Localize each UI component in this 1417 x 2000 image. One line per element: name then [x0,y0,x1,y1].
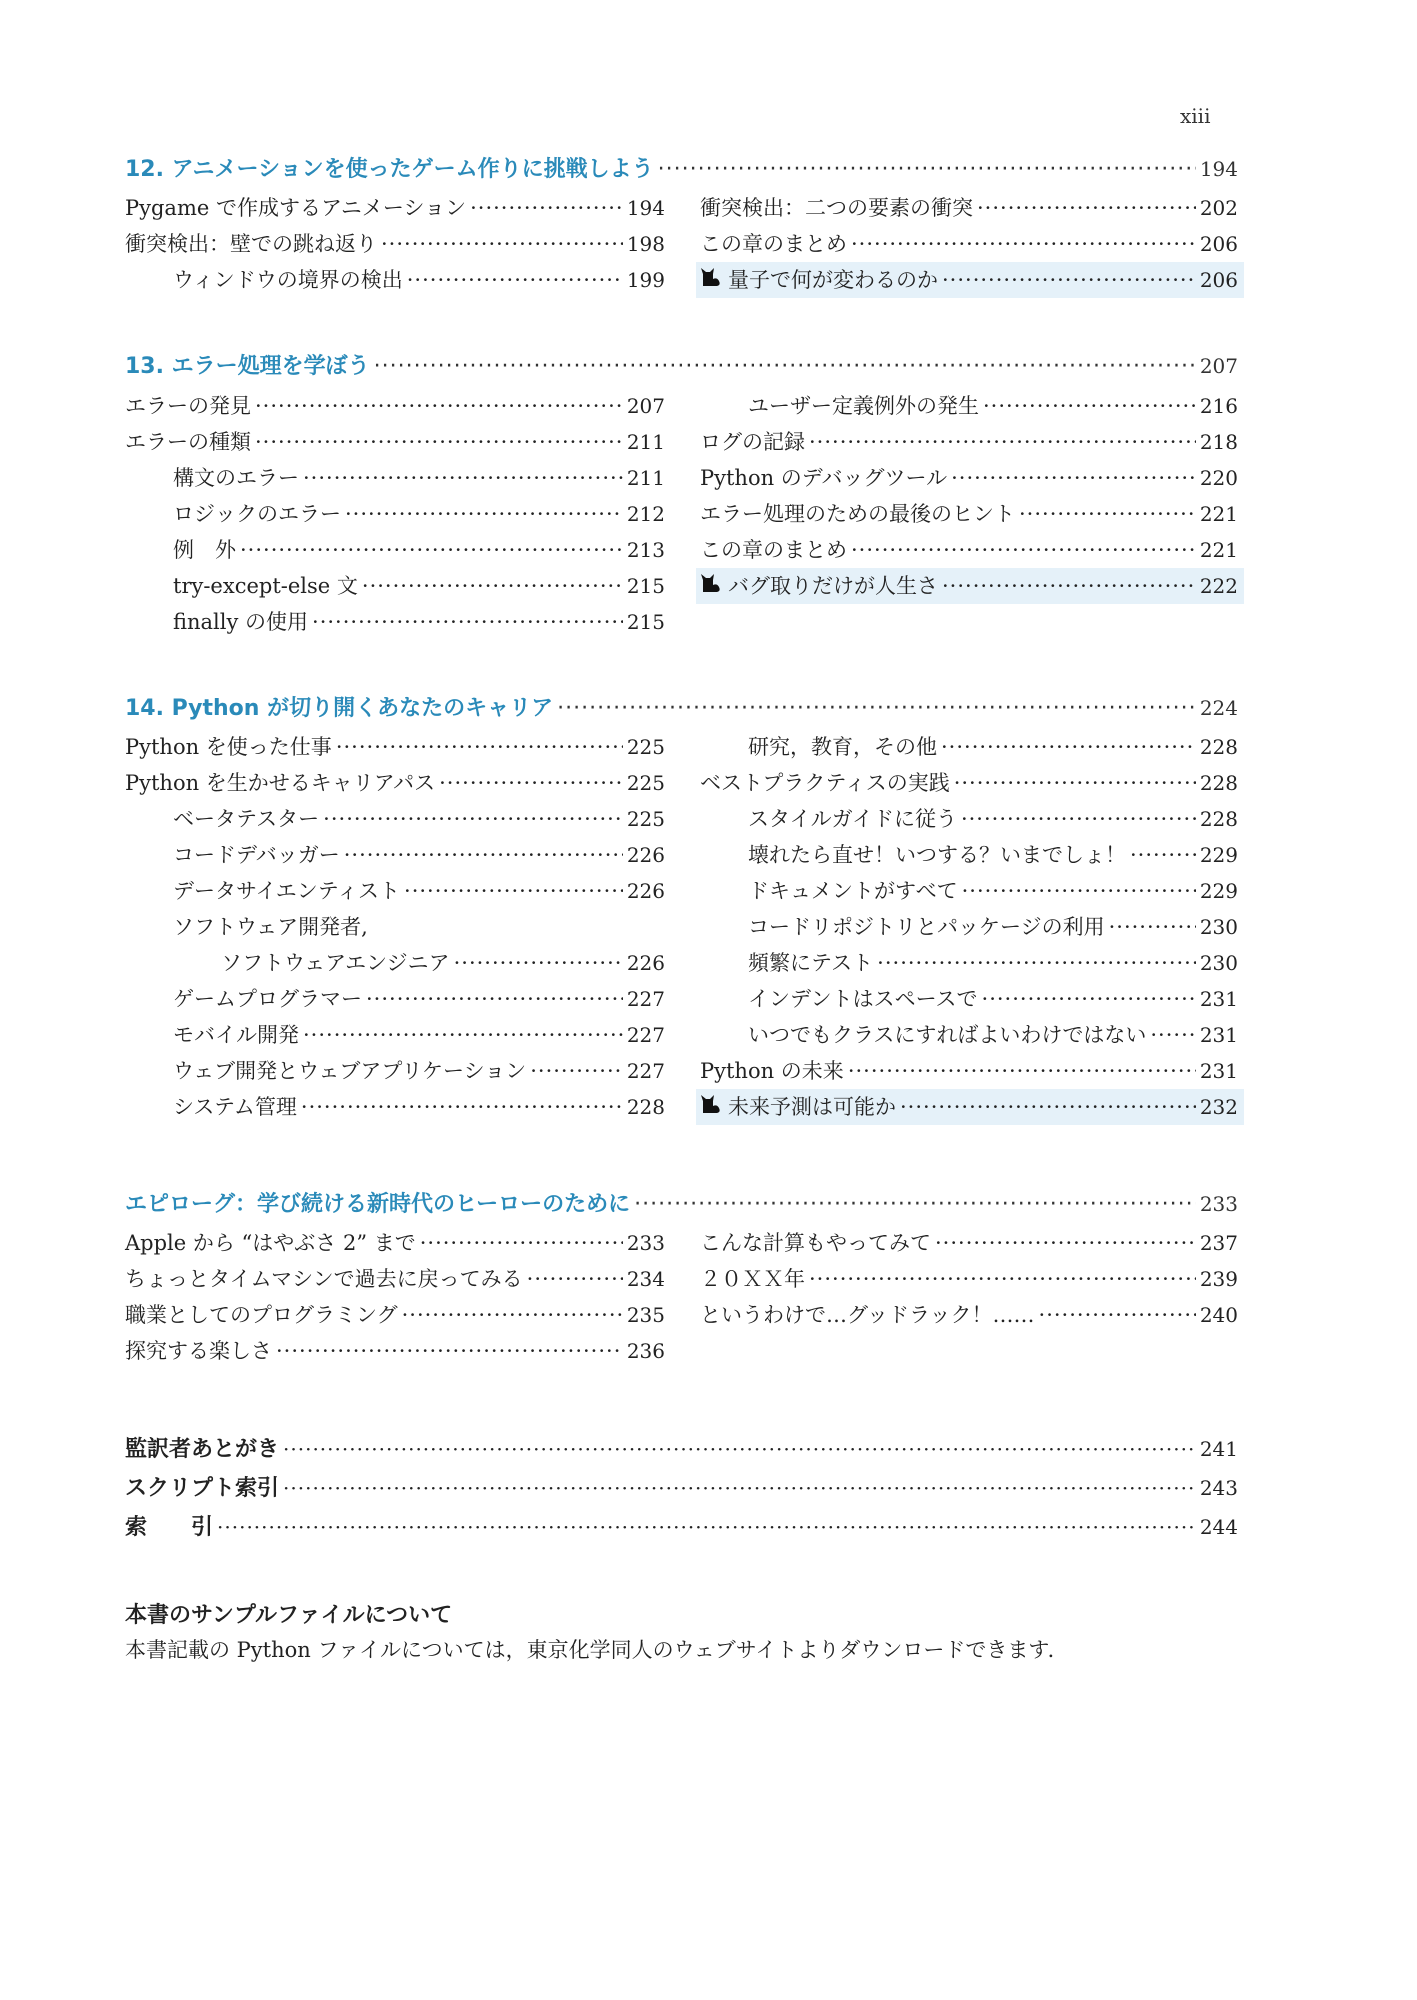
toc-entry-label: こんな計算もやってみて [700,1231,931,1255]
toc-entry-label: 探究する楽しさ [125,1339,272,1363]
toc-entry [125,388,665,424]
column-entry-highlighted [696,1089,1244,1125]
toc-entry [700,729,1238,765]
toc-entry [700,496,1238,532]
toc-entry-page: 239 [1199,1267,1238,1291]
toc-entry [125,424,665,460]
toc-entry [125,1225,665,1261]
leader-dots [809,424,1196,460]
toc-entry-label: コードデバッガー [173,843,340,867]
toc-entry-page: 233 [626,1231,665,1255]
toc-entry-label: この章のまとめ [700,538,847,562]
toc-entry-page: 225 [626,771,665,795]
toc-entry-label: Python の未来 [700,1059,844,1083]
toc-entry-label: モバイル開発 [173,1023,299,1047]
toc-entry [700,1297,1238,1333]
toc-entry-page: 221 [1199,502,1238,526]
leader-dots [962,873,1196,909]
leader-dots [240,532,623,568]
cat-icon [700,1092,722,1114]
toc-entry-label: ベストプラクティスの実践 [700,771,950,795]
chapter-title-label: 14. Python が切り開くあなたのキャリア [125,696,554,721]
leader-dots [851,532,1196,568]
toc-entry-label: 衝突検出：二つの要素の衝突 [700,196,973,220]
back-matter-page: 241 [1199,1437,1238,1461]
leader-dots [374,354,1196,379]
leader-dots [977,190,1196,226]
toc-entry-label: 壊れたら直せ！いつする？いまでしょ！ [748,843,1126,867]
leader-dots [336,729,623,765]
toc-entry [125,262,665,298]
toc-entry-label: ベータテスター [173,807,320,831]
toc-entry-page: 225 [626,807,665,831]
leader-dots [381,226,623,262]
toc-entry-page: 215 [626,574,665,598]
toc-entry [125,873,665,909]
leader-dots [1130,837,1196,873]
toc-entry-label: 頻繁にテスト [748,951,874,975]
toc-entry-page: 227 [626,1059,665,1083]
leader-dots [851,226,1196,262]
toc-entry-label: 例 外 [173,538,236,562]
leader-dots [530,1053,623,1089]
toc-entry-label: ログの記録 [700,430,805,454]
chapter-14-title [125,691,1238,722]
toc-entry-label: try-except-else 文 [173,574,358,598]
chapter-page: 224 [1199,696,1238,720]
chapter-page: 233 [1199,1192,1238,1216]
chapter-13-title [125,349,1238,380]
toc-entry-page: 237 [1199,1231,1238,1255]
toc-entry-page: 232 [1199,1095,1238,1119]
toc-entry-label: ちょっとタイムマシンで過去に戻ってみる [125,1267,523,1291]
leader-dots [323,801,623,837]
toc-entry [700,388,1238,424]
chapter-12-right-column [700,190,1238,298]
toc-entry-page: 225 [626,735,665,759]
toc-entry [700,945,1238,981]
toc-entry [125,1089,665,1125]
toc-entry-page: 228 [1199,807,1238,831]
toc-entry [700,1225,1238,1261]
toc-entry-page: 230 [1199,951,1238,975]
back-matter-label: スクリプト索引 [125,1476,280,1501]
toc-entry-label: エラーの発見 [125,394,251,418]
cat-icon [700,265,722,287]
leader-dots [935,1225,1196,1261]
toc-entry-page: 199 [626,268,665,292]
toc-entry-label: ユーザー定義例外の発生 [748,394,979,418]
toc-entry [125,981,665,1017]
toc-entry-page: 234 [626,1267,665,1291]
column-entry-highlighted [696,568,1244,604]
leader-dots [362,568,623,604]
toc-entry-page: 235 [626,1303,665,1327]
toc-entry-label: インデントはスペースで [748,987,978,1011]
leader-dots [402,1297,623,1333]
toc-entry-label: ウェブ開発とウェブアプリケーション [173,1059,527,1083]
toc-entry-page: 229 [1199,843,1238,867]
toc-entry-label: Pygame で作成するアニメーション [125,196,467,220]
back-matter-entry [125,1510,1238,1541]
back-matter-label: 索 引 [125,1515,214,1540]
toc-entry-page: 194 [626,196,665,220]
toc-entry-page: 229 [1199,879,1238,903]
back-matter-label: 監訳者あとがき [125,1437,280,1462]
toc-entry [125,568,665,604]
toc-entry-label: この章のまとめ [700,232,847,256]
back-matter-page: 243 [1199,1476,1238,1500]
toc-entry-page: 226 [626,951,665,975]
toc-entry-page: 227 [626,1023,665,1047]
toc-entry [700,981,1238,1017]
toc-entry-page: 228 [1199,771,1238,795]
toc-entry-page: 206 [1199,232,1238,256]
chapter-13-right-column [700,388,1238,604]
toc-entry [125,1261,665,1297]
toc-entry [125,945,665,981]
toc-entry-page: 211 [626,430,665,454]
epilogue-left-column [125,1225,665,1369]
toc-entry [125,1297,665,1333]
toc-entry-label: というわけで…グッドラック！…… [700,1303,1035,1327]
toc-entry-page: 213 [626,538,665,562]
toc-entry [125,1017,665,1053]
toc-entry-label: Python のデバッグツール [700,466,948,490]
leader-dots [877,945,1196,981]
toc-entry-page: 218 [1199,430,1238,454]
toc-entry-page: 228 [626,1095,665,1119]
toc-entry-label: 未来予測は可能か [728,1095,896,1119]
sample-files-text: 本書記載の Python ファイルについては，東京化学同人のウェブサイトよりダウンロードできます． [125,1638,1069,1662]
leader-dots [961,801,1196,837]
chapter-14-left-column [125,729,665,1125]
leader-dots [420,1225,623,1261]
toc-entry-label: 職業としてのプログラミング [125,1303,398,1327]
toc-entry [125,532,665,568]
toc-entry [125,1333,665,1369]
leader-dots [809,1261,1196,1297]
back-matter-entry [125,1471,1238,1502]
toc-entry [700,837,1238,873]
epilogue-right-column [700,1225,1238,1333]
toc-entry-page: 231 [1199,987,1238,1011]
toc-entry-page: 222 [1199,574,1238,598]
toc-entry-label: 衝突検出：壁での跳ね返り [125,232,377,256]
leader-dots [407,262,623,298]
toc-entry-label: バグ取りだけが人生さ [728,574,938,598]
toc-entry-page: 240 [1199,1303,1238,1327]
chapter-14-right-column [700,729,1238,1125]
toc-entry-page: 226 [626,879,665,903]
toc-entry-label: Python を使った仕事 [125,735,332,759]
toc-entry [700,190,1238,226]
leader-dots [848,1053,1196,1089]
toc-entry-label: 研究，教育，その他 [748,735,937,759]
toc-entry [125,909,665,945]
leader-dots [1109,909,1196,945]
back-matter-page: 244 [1199,1515,1238,1539]
toc-entry-label: ゲームプログラマー [173,987,362,1011]
toc-entry-label: コードリポジトリとパッケージの利用 [748,915,1105,939]
toc-entry-page: 212 [626,502,665,526]
toc-entry-page: 227 [626,987,665,1011]
toc-entry-label: Apple から “はやぶさ 2” まで [125,1231,416,1255]
cat-icon [700,571,722,593]
leader-dots [942,568,1196,604]
epilogue-title [125,1187,1238,1218]
leader-dots [255,424,623,460]
leader-dots [954,765,1196,801]
toc-entry-page: 220 [1199,466,1238,490]
toc-entry [700,226,1238,262]
leader-dots [366,981,623,1017]
toc-entry [125,1053,665,1089]
page-number: xiii [1180,104,1211,128]
toc-entry-page: 226 [626,843,665,867]
back-matter-entry [125,1432,1238,1463]
toc-entry-label: スタイルガイドに従う [748,807,957,831]
toc-entry-label: Python を生かせるキャリアパス [125,771,436,795]
leader-dots [303,460,623,496]
leader-dots [983,388,1196,424]
chapter-title-label: エピローグ：学び続ける新時代のヒーローのために [125,1192,631,1217]
toc-entry-label: いつでもクラスにすればよいわけではない [748,1023,1147,1047]
toc-entry-label: ２０ＸＸ年 [700,1267,805,1291]
leader-dots [454,945,623,981]
toc-entry-label: エラーの種類 [125,430,251,454]
toc-entry-page: 228 [1199,735,1238,759]
leader-dots [404,873,623,909]
toc-entry [125,765,665,801]
toc-entry [700,909,1238,945]
leader-dots [1019,496,1196,532]
leader-dots [283,1476,1196,1500]
leader-dots [276,1333,623,1369]
toc-entry-label: データサイエンティスト [173,879,401,903]
leader-dots [470,190,623,226]
leader-dots [301,1089,623,1125]
toc-entry [700,460,1238,496]
toc-entry [125,460,665,496]
chapter-page: 207 [1199,354,1238,378]
toc-entry-page: 211 [626,466,665,490]
toc-entry-page: 231 [1199,1023,1238,1047]
toc-entry-page: 236 [626,1339,665,1363]
toc-entry-page: 207 [626,394,665,418]
toc-entry [125,837,665,873]
chapter-page: 194 [1199,157,1238,181]
chapter-title-label: 13. エラー処理を学ぼう [125,354,370,379]
toc-entry-page: 198 [626,232,665,256]
toc-entry-page: 230 [1199,915,1238,939]
chapter-title-label: 12. アニメーションを使ったゲーム作りに挑戦しよう [125,157,654,182]
toc-entry [700,1053,1238,1089]
sample-files-heading: 本書のサンプルファイルについて [125,1603,453,1628]
toc-entry [125,226,665,262]
leader-dots [345,496,623,532]
chapter-12-title [125,152,1238,183]
toc-entry [700,1261,1238,1297]
toc-entry [700,801,1238,837]
toc-entry-label: システム管理 [173,1095,297,1119]
leader-dots [634,1192,1196,1217]
leader-dots [1039,1297,1196,1333]
toc-entry-page: 231 [1199,1059,1238,1083]
toc-entry [125,190,665,226]
toc-entry [700,424,1238,460]
leader-dots [527,1261,623,1297]
toc-entry-label: ウィンドウの境界の検出 [173,268,403,292]
toc-entry-page: 206 [1199,268,1238,292]
leader-dots [951,460,1196,496]
chapter-13-left-column [125,388,665,640]
toc-entry [700,873,1238,909]
leader-dots [344,837,623,873]
toc-entry-page: 221 [1199,538,1238,562]
leader-dots [557,696,1196,721]
leader-dots [217,1515,1196,1539]
toc-entry-label: ソフトウェア開発者, [173,915,368,939]
toc-entry-label: 構文のエラー [173,466,299,490]
chapter-12-left-column [125,190,665,298]
toc-entry-label: ドキュメントがすべて [748,879,958,903]
leader-dots [658,157,1196,182]
toc-entry [125,604,665,640]
toc-entry [700,532,1238,568]
toc-entry [125,801,665,837]
toc-entry [125,496,665,532]
leader-dots [900,1089,1196,1125]
leader-dots [941,729,1196,765]
toc-entry-page: 216 [1199,394,1238,418]
leader-dots [283,1437,1196,1461]
leader-dots [942,262,1196,298]
leader-dots [1150,1017,1195,1053]
toc-entry-page: 215 [626,610,665,634]
toc-entry [125,729,665,765]
toc-entry-label: ロジックのエラー [173,502,341,526]
leader-dots [312,604,623,640]
leader-dots [439,765,623,801]
toc-entry-label: 量子で何が変わるのか [728,268,938,292]
leader-dots [255,388,623,424]
toc-entry-page: 202 [1199,196,1238,220]
toc-entry-label: エラー処理のための最後のヒント [700,502,1015,526]
leader-dots [982,981,1196,1017]
column-entry-highlighted [696,262,1244,298]
toc-entry-label: finally の使用 [173,610,309,634]
toc-entry [700,1017,1238,1053]
toc-entry [700,765,1238,801]
toc-entry-label: ソフトウェアエンジニア [221,951,450,975]
leader-dots [303,1017,623,1053]
